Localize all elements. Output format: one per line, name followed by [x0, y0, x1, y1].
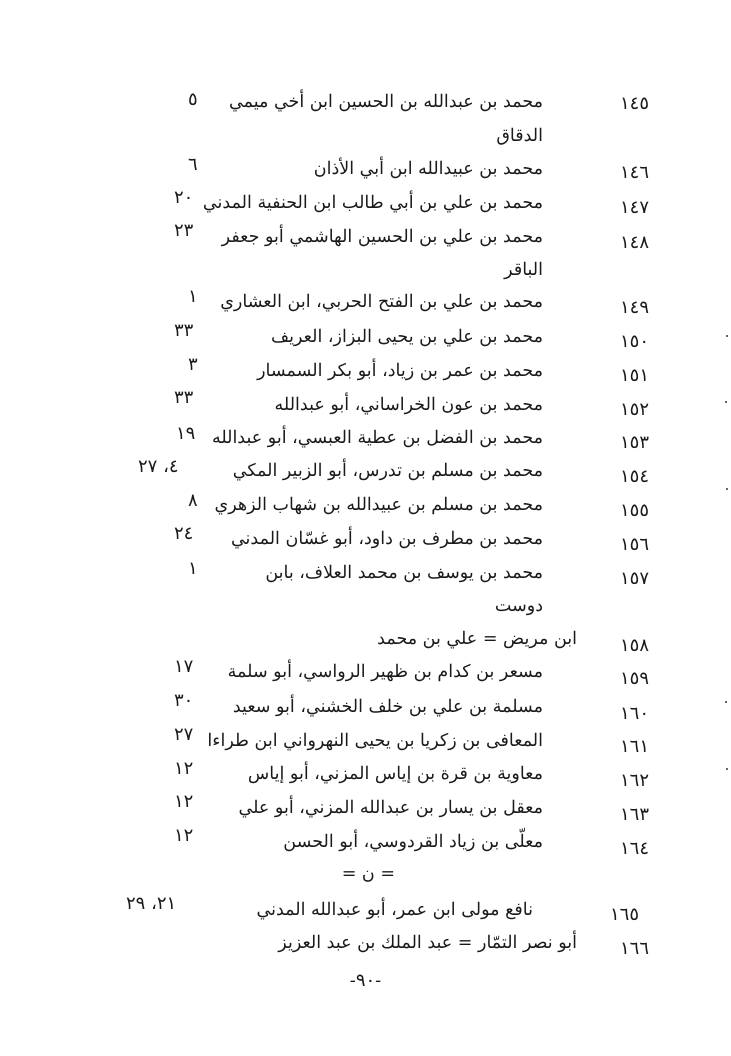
entry-text: محمد بن مسلم بن عبيدالله بن شهاب الزهري [214, 495, 543, 515]
entry-number: ١٤٩ [619, 297, 649, 318]
entry-pages: ١ [188, 286, 198, 307]
entry-number: ١٤٨ [619, 232, 649, 253]
entry-number: ١٥٢ [619, 399, 649, 420]
entry-text: محمد بن مطرف بن داود، أبو غسّان المدني [230, 529, 543, 549]
entry-pages: ١ [188, 558, 198, 579]
entry-pages: ١٢ [174, 825, 194, 846]
entry-number: ١٦٦ [619, 938, 649, 959]
entry-text: ابن مريض = علي بن محمد [377, 629, 577, 649]
entry-number: ١٦١ [619, 736, 649, 757]
entry-number: ١٥٥ [619, 500, 649, 521]
entry-pages: ٨ [188, 490, 198, 511]
entry-number: ١٥٣ [619, 432, 649, 453]
scan-speck [726, 768, 728, 770]
entry-number: ١٦٠ [619, 703, 649, 724]
entry-pages: ١٩ [176, 423, 196, 444]
entry-number: ١٦٢ [619, 770, 649, 791]
entry-number: ١٦٥ [609, 904, 639, 925]
entry-text: محمد بن عبدالله بن الحسين ابن أخي ميمي [229, 92, 543, 112]
entry-pages: ٤، ٢٧ [138, 456, 179, 477]
entry-text: محمد بن الفضل بن عطية العبسي، أبو عبدالله [211, 428, 543, 448]
entry-text: محمد بن مسلم بن تدرس، أبو الزبير المكي [232, 461, 543, 481]
scan-speck [725, 401, 727, 403]
entry-text-continuation: دوست [494, 596, 543, 616]
entry-pages: ١٢ [174, 791, 194, 812]
entry-pages: ٦ [188, 154, 198, 175]
entry-text: محمد بن علي بن يحيى البزاز، العريف [271, 327, 543, 347]
entry-pages: ٣٣ [174, 320, 194, 341]
entry-pages: ٢٧ [174, 724, 194, 745]
entry-text: مسعر بن كدام بن ظهير الرواسي، أبو سلمة [227, 662, 543, 682]
entry-text: محمد بن علي بن الفتح الحربي، ابن العشاري [220, 292, 543, 312]
entry-number: ١٥٠ [619, 331, 649, 352]
entry-text-continuation: الدقاق [496, 126, 543, 146]
entry-text: محمد بن عبيدالله ابن أبي الأذان [313, 159, 543, 179]
section-letter-heading: = ن = [341, 864, 395, 884]
entry-text-continuation: الباقر [504, 260, 543, 280]
entry-number: ١٤٧ [619, 197, 649, 218]
entry-number: ١٥٤ [619, 466, 649, 487]
entry-text: مسلمة بن علي بن خلف الخشني، أبو سعيد [232, 697, 543, 717]
scan-speck [725, 701, 727, 703]
entry-pages: ٣ [188, 354, 198, 375]
entry-pages: ١٧ [174, 656, 194, 677]
entry-number: ١٥١ [619, 365, 649, 386]
entry-pages: ٣٠ [174, 690, 194, 711]
scan-speck [726, 488, 728, 490]
entry-text: أبو نصر التمّار = عبد الملك بن عبد العزيز [278, 933, 577, 953]
entry-number: ١٦٣ [619, 804, 649, 825]
entry-pages: ٢٤ [174, 523, 194, 544]
entry-text: معلّى بن زياد القردوسي، أبو الحسن [283, 832, 543, 852]
entry-text: محمد بن علي بن الحسين الهاشمي أبو جعفر [221, 227, 543, 247]
entry-text: معاوية بن قرة بن إياس المزني، أبو إياس [247, 764, 543, 784]
page-number: -٩٠- [349, 970, 382, 991]
entry-text: محمد بن عون الخراساني، أبو عبدالله [274, 395, 543, 415]
scan-speck [726, 335, 728, 337]
entry-pages: ٢٣ [174, 220, 194, 241]
entry-pages: ٥ [188, 89, 198, 110]
entry-pages: ٣٣ [174, 387, 194, 408]
entry-text: معقل بن يسار بن عبدالله المزني، أبو علي [238, 798, 543, 818]
entry-number: ١٥٧ [619, 568, 649, 589]
entry-number: ١٤٥ [619, 93, 649, 114]
entry-text: محمد بن علي بن أبي طالب ابن الحنفية المدني [202, 193, 543, 213]
entry-pages: ١٢ [174, 758, 194, 779]
entry-number: ١٥٦ [619, 534, 649, 555]
entry-pages: ٢١، ٢٩ [126, 893, 177, 914]
entry-number: ١٦٤ [619, 838, 649, 859]
entry-pages: ٢٠ [174, 187, 194, 208]
entry-number: ١٥٩ [619, 668, 649, 689]
entry-text: المعافى بن زكريا بن يحيى النهرواني ابن طراءا [207, 731, 543, 751]
entry-text: نافع مولى ابن عمر، أبو عبدالله المدني [256, 900, 533, 920]
entry-text: محمد بن يوسف بن محمد العلاف، بابن [265, 563, 543, 583]
entry-text: محمد بن عمر بن زياد، أبو بكر السمسار [257, 361, 543, 381]
entry-number: ١٥٨ [619, 635, 649, 656]
entry-number: ١٤٦ [619, 162, 649, 183]
